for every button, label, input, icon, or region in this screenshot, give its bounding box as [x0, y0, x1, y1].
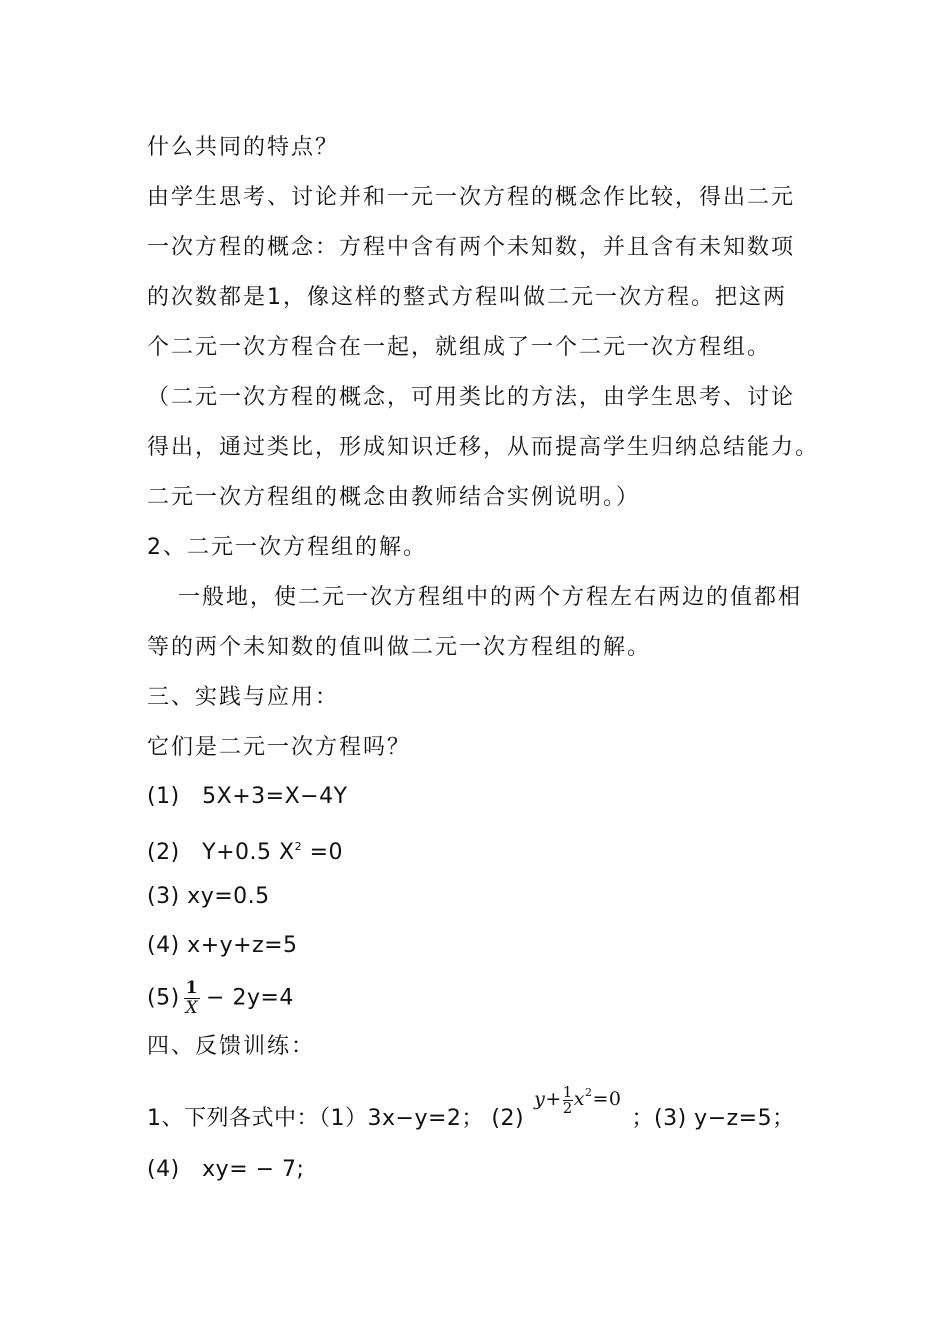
exercise-item-label: （1） — [319, 1106, 368, 1131]
paragraph-line: 什么共同的特点？ — [147, 135, 340, 160]
question-item — [147, 832, 343, 868]
formula-superscript: 2 — [585, 1086, 593, 1099]
question-label: (1) — [147, 784, 180, 809]
exercise-item-label: (4) — [147, 1157, 180, 1182]
question-expression: xy=0.5 — [187, 884, 270, 909]
question-expression: x+y+z=5 — [187, 933, 298, 958]
question-item — [147, 931, 298, 961]
subheading: 2、二元一次方程组的解。 — [147, 535, 427, 560]
question-expression-tail: − 2y=4 — [206, 985, 294, 1011]
formula-variable: y — [534, 1088, 546, 1110]
paragraph-line: 一般地，使二元一次方程组中的两个方程左右两边的值都相 — [178, 585, 803, 610]
question-prompt: 它们是二元一次方程吗？ — [147, 735, 412, 760]
fraction-denominator: X — [185, 998, 199, 1018]
question-expression-tail: =0 — [302, 840, 344, 865]
section-heading: 三、实践与应用： — [147, 685, 340, 710]
formula-equals: =0 — [592, 1088, 622, 1110]
paragraph-line: 等的两个未知数的值叫做二元一次方程组的解。 — [147, 635, 652, 660]
formula-image — [534, 1078, 621, 1116]
paragraph-line: 个二元一次方程合在一起，就组成了一个二元一次方程组。 — [147, 335, 772, 360]
question-item — [147, 980, 294, 1017]
paragraph-line: 得出，通过类比，形成知识迁移，从而提高学生归纳总结能力。 — [147, 435, 820, 460]
exercise-item-expression: ；(3) y−z=5； — [631, 1106, 795, 1131]
exercise-line — [147, 1155, 304, 1185]
formula-fraction — [562, 1082, 573, 1117]
formula-variable: x — [573, 1088, 585, 1110]
question-item — [147, 882, 270, 912]
question-expression: 5X+3=X−4Y — [202, 784, 348, 809]
exercise-item-expression: xy= − 7; — [202, 1157, 305, 1182]
formula-operator: + — [545, 1088, 562, 1110]
paragraph-line: 二元一次方程组的概念由教师结合实例说明。） — [147, 485, 641, 510]
formula-denominator: 2 — [562, 1098, 573, 1117]
section-heading: 四、反馈训练： — [147, 1034, 316, 1059]
exercise-item-expression: 3x−y=2； — [367, 1106, 484, 1131]
question-label: (5) — [147, 985, 180, 1011]
formula-numerator: 1 — [562, 1082, 573, 1101]
question-expression: Y+0.5 X — [202, 840, 295, 865]
paragraph-line: （二元一次方程的概念，可用类比的方法，由学生思考、讨论 — [147, 385, 796, 410]
paragraph-line: 由学生思考、讨论并和一元一次方程的概念作比较，得出二元 — [147, 185, 796, 210]
fraction-numerator: 1 — [185, 978, 199, 998]
superscript: 2 — [294, 840, 303, 853]
paragraph-line: 的次数都是1，像这样的整式方程叫做二元一次方程。把这两 — [147, 285, 787, 310]
exercise-intro: 1、下列各式中： — [147, 1106, 319, 1131]
fraction — [184, 980, 200, 1017]
question-label: (3) — [147, 884, 180, 909]
exercise-item-label: (2) — [491, 1106, 525, 1131]
question-label: (2) — [147, 840, 180, 865]
exercise-line — [147, 1082, 795, 1136]
question-label: (4) — [147, 933, 180, 958]
paragraph-line: 一次方程的概念：方程中含有两个未知数，并且含有未知数项 — [147, 235, 796, 260]
question-item — [147, 782, 348, 812]
